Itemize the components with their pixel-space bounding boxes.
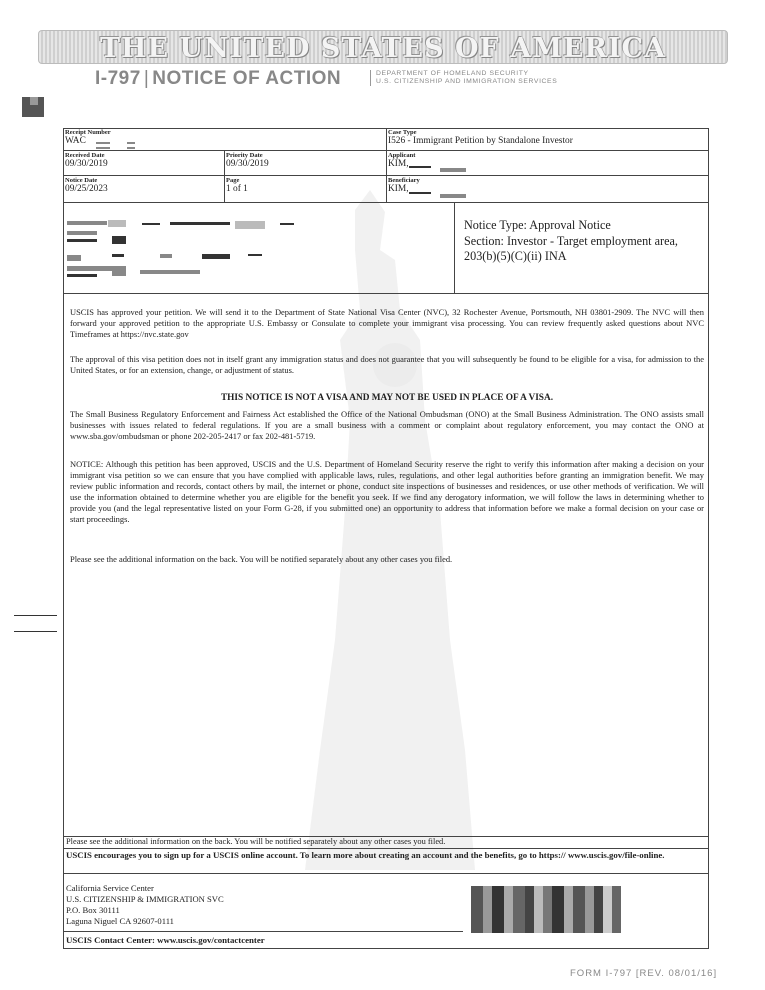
priority-date-label: Priority Date (226, 152, 263, 159)
notice-type-line1: Notice Type: Approval Notice (464, 218, 611, 232)
mailing-address-redaction (67, 231, 97, 235)
beneficiary-redaction (409, 192, 431, 194)
priority-date-cell (224, 151, 387, 176)
additional-info-paragraph: Please see the additional information on the back. You will be notified separately about any other cases you filed. (70, 554, 453, 564)
address-line2: U.S. CITIZENSHIP & IMMIGRATION SVC (66, 894, 224, 904)
applicant-value: KIM, (388, 159, 409, 169)
applicant-redaction (440, 168, 466, 172)
applicant-label: Applicant (388, 152, 416, 159)
footer-divider (63, 931, 463, 932)
mailing-address-redaction (67, 274, 97, 277)
receipt-redaction (127, 142, 135, 144)
mailing-address-redaction (67, 239, 97, 242)
mailing-address-redaction (160, 254, 172, 258)
department-line1: DEPARTMENT OF HOMELAND SECURITY (376, 70, 529, 77)
online-account-notice: USCIS encourages you to sign up for a USCIS online account. To learn more about creating an account and the benefits, go to https:// www.uscis.gov/file-online. (66, 850, 665, 860)
received-date-label: Received Date (65, 152, 105, 159)
mailing-address-redaction (280, 223, 294, 225)
mailing-address-redaction (235, 221, 265, 229)
verification-notice-paragraph: NOTICE: Although this petition has been approved, USCIS and the U.S. Department of Homeland Security reserve the right to verify this information after making a decision on your immigrant visa petition so we can ensure that you have complied with applicable laws, rules, regulations, and other legal authorities before granting an immigration benefit. We may review public information and records, contact others by mail, the internet or phone, conduct site inspections of businesses and residences, or use other methods of verification. We will use the information obtained to determine whether you are eligible for the benefit you seek. If we find any derogatory information, we will follow the laws in determining whether to provide you (and the legal representative listed on your Form G-28, if you submitted one) an opportunity to address that information before we make a formal decision on your case or start proceedings. (70, 459, 704, 524)
mailing-address-redaction (112, 254, 124, 257)
contact-center: USCIS Contact Center: www.uscis.gov/contactcenter (66, 935, 265, 945)
receipt-number-label: Receipt Number (65, 129, 111, 136)
mailing-address-redaction (67, 221, 107, 225)
page-cell (224, 176, 387, 203)
case-type-value: I526 - Immigrant Petition by Standalone Investor (388, 136, 573, 146)
title-separator: | (143, 68, 150, 89)
mailing-address-redaction (142, 223, 160, 225)
footer-note: Please see the additional information on the back. You will be notified separately about any other cases you filed. (66, 837, 446, 846)
receipt-redaction (96, 142, 110, 144)
department-line2: U.S. CITIZENSHIP AND IMMIGRATION SERVICES (376, 78, 558, 85)
department-block (370, 70, 557, 86)
mailing-address-redaction (140, 270, 200, 274)
receipt-redaction (127, 147, 135, 149)
received-date-cell (63, 151, 225, 176)
address-line1: California Service Center (66, 883, 154, 893)
approval-paragraph: USCIS has approved your petition. We will send it to the Department of State National Visa Center (NVC), 32 Rochester Avenue, Portsmouth, NH 03801-2909. The NVC will then forward your approved petition to the appropriate U.S. Embassy or Consulate to complete your immigrant visa processing. You can review frequently asked questions about NVC Timeframes at https://nvc.state.gov (70, 307, 704, 339)
mailing-address-redaction (248, 254, 262, 256)
status-paragraph: The approval of this visa petition does not in itself grant any immigration status and does not guarantee that you will subsequently be found to be eligible for a visa, for admission to the United States, or for an extension, change, or adjustment of status. (70, 354, 704, 375)
form-number: FORM I-797 [REV. 08/01/16] (570, 968, 718, 979)
mailing-address-redaction (67, 255, 81, 261)
margin-redaction-2 (30, 97, 38, 105)
beneficiary-label: Beneficiary (388, 177, 420, 184)
case-type-label: Case Type (388, 129, 417, 136)
notice-type-line2: Section: Investor - Target employment area, (464, 233, 678, 248)
service-center-address (66, 883, 224, 927)
case-type-cell (386, 128, 709, 151)
footer-divider (63, 873, 709, 874)
barcode-redaction (471, 886, 621, 933)
margin-line (14, 615, 57, 616)
page-value: 1 of 1 (226, 184, 248, 194)
notice-type-line3: 203(b)(5)(C)(ii) INA (464, 249, 567, 264)
receipt-number-cell (63, 128, 387, 151)
form-name: NOTICE OF ACTION (152, 68, 342, 89)
notice-date-label: Notice Date (65, 177, 98, 184)
priority-date-value: 09/30/2019 (226, 159, 269, 169)
title-banner (38, 30, 728, 64)
mailing-address-redaction (112, 266, 126, 276)
notice-date-cell (63, 176, 225, 203)
page-label: Page (226, 177, 240, 184)
mailing-address-redaction (170, 222, 230, 225)
not-a-visa-heading: THIS NOTICE IS NOT A VISA AND MAY NOT BE USED IN PLACE OF A VISA. (220, 393, 554, 403)
mailing-address-redaction (67, 266, 117, 271)
beneficiary-cell (386, 176, 709, 203)
address-cell (63, 203, 455, 294)
mailing-address-redaction (202, 254, 230, 259)
address-line4: Laguna Niguel CA 92607-0111 (66, 916, 174, 926)
notice-date-value: 09/25/2023 (65, 184, 108, 194)
received-date-value: 09/30/2019 (65, 159, 108, 169)
beneficiary-redaction (440, 194, 466, 198)
margin-line (14, 631, 57, 632)
footer-divider (63, 848, 709, 849)
mailing-address-redaction (112, 236, 126, 244)
receipt-number-value: WAC (65, 136, 86, 146)
notice-type-block (464, 218, 678, 265)
mailing-address-redaction (108, 220, 126, 227)
ombudsman-paragraph: The Small Business Regulatory Enforcement and Fairness Act established the Office of the National Ombudsman (ONO) at the Small Business Administration. The ONO assists small businesses with issues related to federal regulations. If you are a small business with a comment or complaint about regulatory enforcement, you may contact the ONO at www.sba.gov/ombudsman or phone 202-205-2417 or fax 202-481-5719. (70, 409, 704, 441)
applicant-cell (386, 151, 709, 176)
form-title (95, 68, 341, 90)
address-line3: P.O. Box 30111 (66, 905, 120, 915)
beneficiary-value: KIM, (388, 184, 409, 194)
form-number-label: I-797 (95, 68, 141, 89)
applicant-redaction (409, 166, 431, 168)
receipt-redaction (96, 147, 110, 149)
banner-title: THE UNITED STATES OF AMERICA (99, 33, 667, 64)
